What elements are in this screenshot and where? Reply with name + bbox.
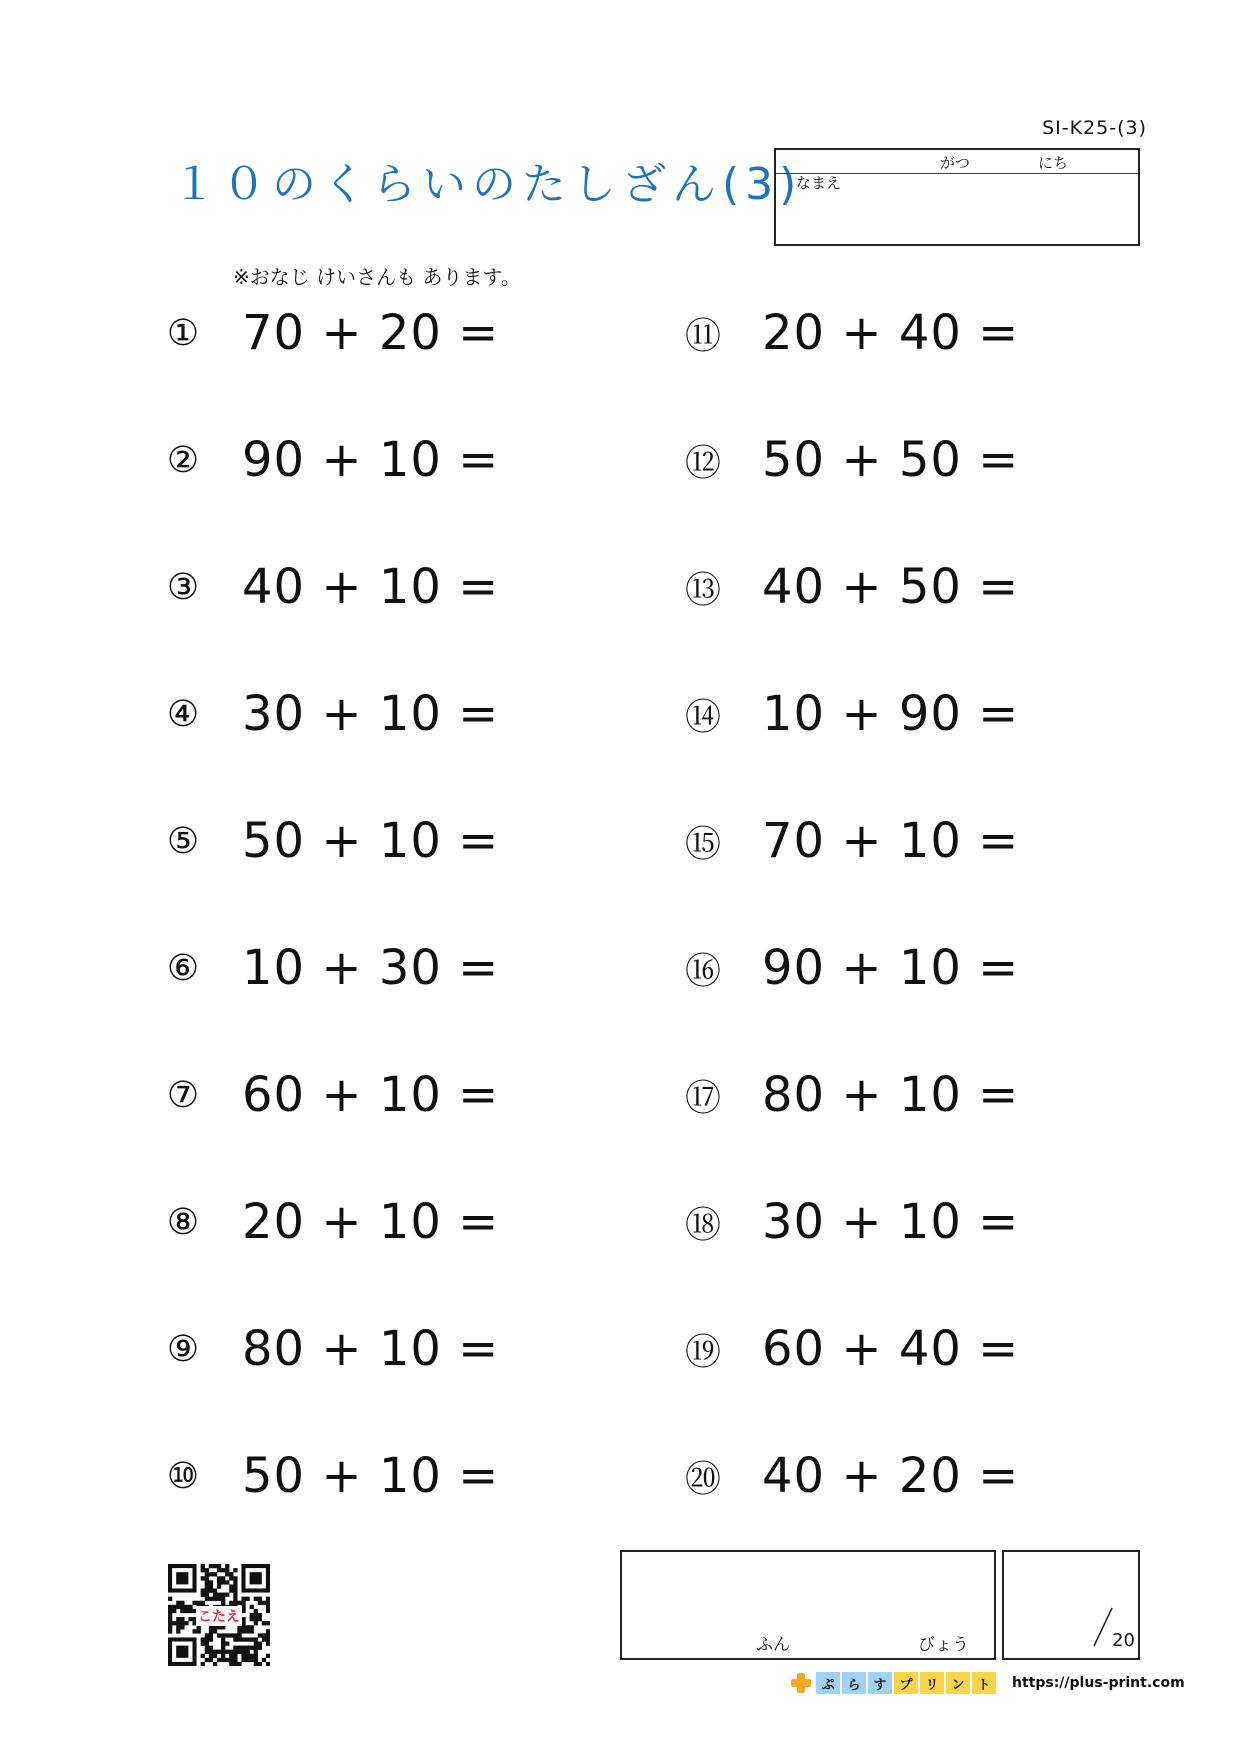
problem-expression: 80 + 10 = (762, 1067, 1020, 1123)
logo-text (816, 1672, 996, 1694)
logo-char: リ (920, 1672, 944, 1694)
problem-14 (662, 684, 1019, 744)
logo-char: ら (842, 1672, 866, 1694)
worksheet-code: SI-K25-(3) (1042, 117, 1147, 139)
problem-15 (662, 811, 1019, 871)
problem-expression: 40 + 20 = (762, 1448, 1020, 1504)
problem-number: ⑮ (684, 823, 721, 865)
problem-number: ① (166, 312, 200, 354)
problem-10 (142, 1446, 499, 1506)
problem-13 (662, 557, 1019, 617)
problem-number: ④ (166, 693, 200, 735)
qr-answer-label: こたえ (196, 1606, 242, 1626)
problem-number: ⑩ (166, 1455, 200, 1497)
problem-4 (142, 684, 499, 744)
problem-number: ⑱ (684, 1204, 721, 1246)
problem-expression: 60 + 10 = (242, 1067, 500, 1123)
problem-number: ⑤ (166, 820, 200, 862)
problem-expression: 10 + 90 = (762, 686, 1020, 742)
problem-expression: 30 + 10 = (242, 686, 500, 742)
minutes-label: ふん (756, 1635, 790, 1655)
logo-char: ト (972, 1672, 996, 1694)
problem-9 (142, 1319, 499, 1379)
problem-12 (662, 430, 1019, 490)
seconds-label: びょう (918, 1635, 969, 1655)
note-text: ※おなじ けいさんも あります。 (233, 265, 521, 289)
problem-expression: 40 + 10 = (242, 559, 500, 615)
problem-2 (142, 430, 499, 490)
logo-char: ン (946, 1672, 970, 1694)
problem-number: ⑲ (684, 1331, 721, 1373)
problem-11 (662, 303, 1019, 363)
problem-expression: 40 + 50 = (762, 559, 1020, 615)
problem-5 (142, 811, 499, 871)
problem-number: ② (166, 439, 200, 481)
problem-7 (142, 1065, 499, 1125)
problem-number: ⑪ (684, 315, 721, 357)
name-date-box (774, 148, 1140, 246)
day-label: にち (1038, 154, 1069, 172)
problem-1 (142, 303, 499, 363)
problem-6 (142, 938, 499, 998)
worksheet-title: １０のくらいのたしざん(3) (172, 159, 803, 210)
problem-expression: 30 + 10 = (762, 1194, 1020, 1250)
problem-number: ⑨ (166, 1328, 200, 1370)
problem-expression: 70 + 10 = (762, 813, 1020, 869)
problem-number: ③ (166, 566, 200, 608)
problem-number: ⑥ (166, 947, 200, 989)
problem-number: ⑰ (684, 1077, 721, 1119)
problem-expression: 20 + 10 = (242, 1194, 500, 1250)
problem-expression: 20 + 40 = (762, 305, 1020, 361)
problem-expression: 60 + 40 = (762, 1321, 1020, 1377)
problem-number: ⑳ (684, 1458, 721, 1500)
problem-expression: 50 + 10 = (242, 813, 500, 869)
problem-16 (662, 938, 1019, 998)
problem-20 (662, 1446, 1019, 1506)
problem-18 (662, 1192, 1019, 1252)
name-label: なまえ (796, 174, 842, 192)
month-label: がつ (940, 154, 971, 172)
problem-expression: 90 + 10 = (762, 940, 1020, 996)
problem-number: ⑧ (166, 1201, 200, 1243)
site-url-link[interactable]: https://plus-print.com (1012, 1675, 1185, 1691)
logo-char: プ (894, 1672, 918, 1694)
problem-expression: 90 + 10 = (242, 432, 500, 488)
problem-number: ⑬ (684, 569, 721, 611)
score-total: 20 (1112, 1630, 1135, 1651)
footer-logo[interactable] (790, 1672, 1185, 1694)
problem-expression: 80 + 10 = (242, 1321, 500, 1377)
problem-number: ⑭ (684, 696, 721, 738)
problem-number: ⑦ (166, 1074, 200, 1116)
problem-8 (142, 1192, 499, 1252)
problem-expression: 70 + 20 = (242, 305, 500, 361)
logo-char: す (868, 1672, 892, 1694)
time-box (620, 1550, 996, 1660)
problem-expression: 50 + 50 = (762, 432, 1020, 488)
problem-expression: 10 + 30 = (242, 940, 500, 996)
problem-expression: 50 + 10 = (242, 1448, 500, 1504)
problem-19 (662, 1319, 1019, 1379)
plus-logo-icon (790, 1672, 812, 1694)
score-box (1002, 1550, 1140, 1660)
problem-number: ⑫ (684, 442, 721, 484)
problem-3 (142, 557, 499, 617)
logo-char: ぷ (816, 1672, 840, 1694)
problem-number: ⑯ (684, 950, 721, 992)
problem-17 (662, 1065, 1019, 1125)
